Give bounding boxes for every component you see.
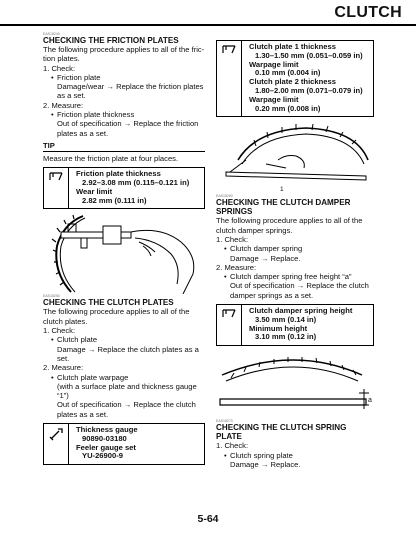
bullet-item: • Clutch damper spring free height “a”: [216, 272, 374, 281]
spec-box-friction: [43, 167, 205, 209]
spec-name: Clutch damper spring height: [249, 306, 353, 316]
body-text: The following procedure applies to all of the fric-: [43, 45, 205, 54]
bullet-item: • Clutch damper spring: [216, 244, 374, 253]
body-text: Out of specification → Replace the clutch: [57, 400, 196, 410]
spec-name: Clutch plate 2 thickness: [249, 77, 336, 87]
spec-value: 3.10 mm (0.12 in): [255, 332, 317, 342]
right-column: [216, 30, 374, 469]
body-text: Damage → Replace.: [230, 459, 301, 469]
step-label: 2. Measure:: [43, 100, 84, 110]
section-title-friction-plates: CHECKING THE FRICTION PLATES: [43, 36, 179, 45]
spec-name: Minimum height: [249, 323, 308, 333]
body-text: The following procedure applies to all of the: [216, 216, 363, 226]
section-code: EAS18240: [43, 32, 60, 36]
bullet-item: • Friction plate: [43, 73, 205, 82]
bullet-item: • Clutch plate: [43, 335, 205, 344]
tip-label: TIP: [43, 140, 55, 150]
body-text: set.: [57, 353, 70, 363]
body-text: Out of specification → Replace the clutch: [230, 281, 369, 291]
section-title-damper-springs: CHECKING THE CLUTCH DAMPER: [216, 198, 351, 208]
spec-name: Warpage limit: [249, 59, 299, 69]
spec-value: 1.80–2.00 mm (0.071–0.079 in): [255, 85, 363, 95]
step-label: 2. Measure:: [216, 262, 257, 272]
step-label: 2. Measure:: [43, 363, 84, 373]
step-label: 1. Check:: [43, 63, 76, 73]
bullet-item: • Clutch plate warpage: [43, 373, 205, 382]
body-text: Damage → Replace the clutch plates as a: [57, 344, 199, 354]
section-title-damper-springs-cont: SPRINGS: [216, 207, 253, 217]
caliper-icon: [48, 171, 64, 183]
step-label: 1. Check:: [43, 326, 76, 336]
left-column: [43, 30, 205, 468]
body-text: (with a surface plate and thickness gauge “1”): [57, 381, 197, 401]
spec-box-clutch-plate: [216, 40, 374, 117]
body-text: damper springs as a set.: [230, 290, 314, 300]
body-text: Out of specification → Replace the friction: [57, 119, 199, 129]
body-text: Damage → Replace.: [230, 253, 301, 263]
step-label: 1. Check:: [216, 234, 249, 244]
tool-code: 90890-03180: [82, 433, 127, 443]
body-text: The following procedure applies to all of the: [43, 307, 190, 317]
spec-name: Clutch plate 1 thickness: [249, 42, 336, 51]
body-text: tion plates.: [43, 54, 80, 64]
spec-value: 0.20 mm (0.008 in): [255, 103, 321, 113]
spec-value: 3.50 mm (0.14 in): [255, 314, 317, 324]
caliper-icon: [221, 308, 237, 320]
section-code: EAS18260: [216, 194, 233, 199]
spec-value: 0.10 mm (0.004 in): [255, 68, 321, 78]
body-text: plates as a set.: [57, 409, 109, 419]
spec-value: 2.82 mm (0.111 in): [82, 195, 147, 205]
body-text: plates as a set.: [57, 128, 109, 138]
tool-icon: [48, 427, 64, 441]
step-label: 1. Check:: [216, 441, 249, 451]
friction-plate-measure-illustration: [43, 212, 205, 294]
body-text: as a set.: [57, 91, 86, 101]
section-code: EAS18270: [216, 419, 233, 424]
spec-name: Wear limit: [76, 186, 113, 196]
page-title: CLUTCH: [334, 4, 402, 21]
figure-callout-a: a: [368, 397, 372, 405]
header-rule: [0, 24, 416, 26]
section-code: EAS18250: [43, 294, 60, 299]
spec-value: 2.92–3.08 mm (0.115–0.121 in): [82, 178, 190, 188]
spec-name: Warpage limit: [249, 94, 299, 104]
page-number: 5-64: [197, 513, 219, 525]
tool-code: YU-26900-9: [82, 451, 123, 461]
section-title-clutch-plates: CHECKING THE CLUTCH PLATES: [43, 298, 174, 308]
spring-plate-illustration: [216, 349, 374, 419]
figure-callout-1: 1: [280, 186, 284, 194]
body-text: clutch damper springs.: [216, 225, 293, 235]
tip-rule: [43, 151, 205, 152]
tip-text: Measure the friction plate at four places.: [43, 153, 179, 163]
bullet-item: • Friction plate thickness: [43, 110, 205, 119]
spec-value: 1.30–1.50 mm (0.051–0.059 in): [255, 50, 363, 60]
spec-name: Friction plate thickness: [76, 169, 161, 179]
tool-box-gauge: [43, 423, 205, 465]
clutch-plate-warpage-illustration: [216, 120, 374, 194]
caliper-icon: [221, 44, 237, 56]
page-header: [0, 0, 416, 24]
tool-name: Thickness gauge: [76, 425, 138, 435]
spec-box-damper-spring: [216, 304, 374, 346]
bullet-item: • Clutch spring plate: [216, 451, 374, 460]
body-text: Damage/wear → Replace the friction plates: [57, 82, 204, 92]
body-text: clutch plates.: [43, 316, 88, 326]
tool-name: Feeler gauge set: [76, 442, 136, 452]
section-title-spring-plate: CHECKING THE CLUTCH SPRING PLATE: [216, 423, 347, 442]
